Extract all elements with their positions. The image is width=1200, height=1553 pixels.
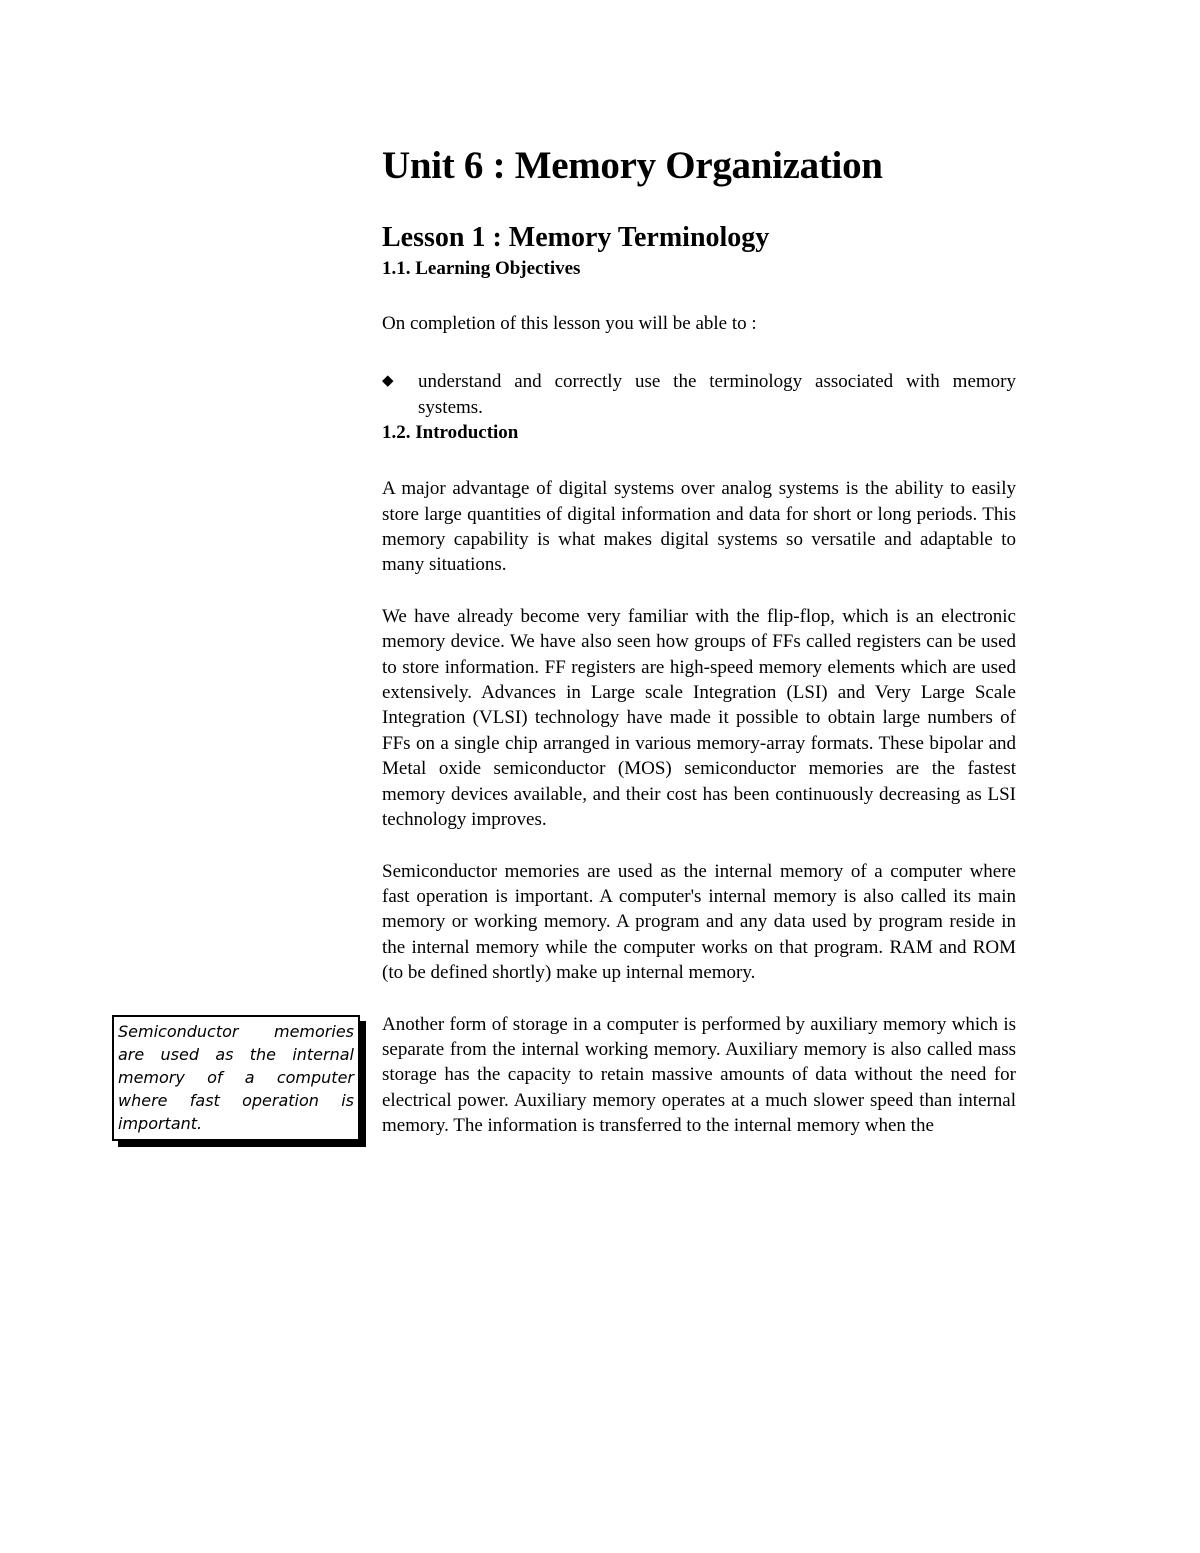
intro-paragraph-2: We have already become very familiar with the flip-flop, which is an electronic memory device. We have also seen how groups of FFs called registers can be used to store information. FF registers are high-speed memory elements which are used extensively. Advances in Large scale Integration (LSI) and Very Large Scale Integration (VLSI) technology have made it possible to obtain large numbers of FFs on a single chip arranged in various memory-array formats. These bipolar and Metal oxide semiconductor (MOS) semiconductor memories are the fastest memory devices available, and their cost has been continuously decreasing as LSI technology improves.	[382, 605, 1016, 831]
main-content	[382, 142, 1016, 1139]
section-heading-introduction: 1.2. Introduction	[382, 422, 519, 444]
diamond-bullet-icon: ◆	[382, 373, 394, 390]
section-heading-learning-objectives: 1.1. Learning Objectives	[382, 258, 581, 279]
objective-text: understand and correctly use the terminology associated with memory systems.	[418, 371, 1016, 418]
intro-paragraph-1: A major advantage of digital systems over analog systems is the ability to easily store large quantities of digital information and data for short or long periods. This memory capability is what makes digital systems so versatile and adaptable to many situations.	[382, 478, 1016, 576]
margin-note-text: Semiconductor memories are used as the internal memory of a computer where fast operation is important.	[118, 1022, 354, 1133]
list-item	[382, 369, 1016, 420]
objectives-intro: On completion of this lesson you will be able to :	[382, 313, 757, 334]
margin-note-box	[112, 1015, 360, 1141]
lesson-title: Lesson 1 : Memory Terminology	[382, 222, 770, 253]
intro-paragraph-4: Another form of storage in a computer is performed by auxiliary memory which is separate from the internal working memory. Auxiliary memory is also called mass storage has the capacity to retain massive amounts of data without the need for electrical power. Auxiliary memory operates at a much slower speed than internal memory. The information is transferred to the internal memory when the	[382, 1013, 1016, 1137]
objectives-list	[382, 369, 1016, 420]
unit-title: Unit 6 : Memory Organization	[382, 144, 883, 187]
intro-paragraph-3: Semiconductor memories are used as the internal memory of a computer where fast operation is important. A computer's internal memory is also called its main memory or working memory. A program and any data used by program reside in the internal memory while the computer works on that program. RAM and ROM (to be defined shortly) make up internal memory.	[382, 860, 1016, 984]
